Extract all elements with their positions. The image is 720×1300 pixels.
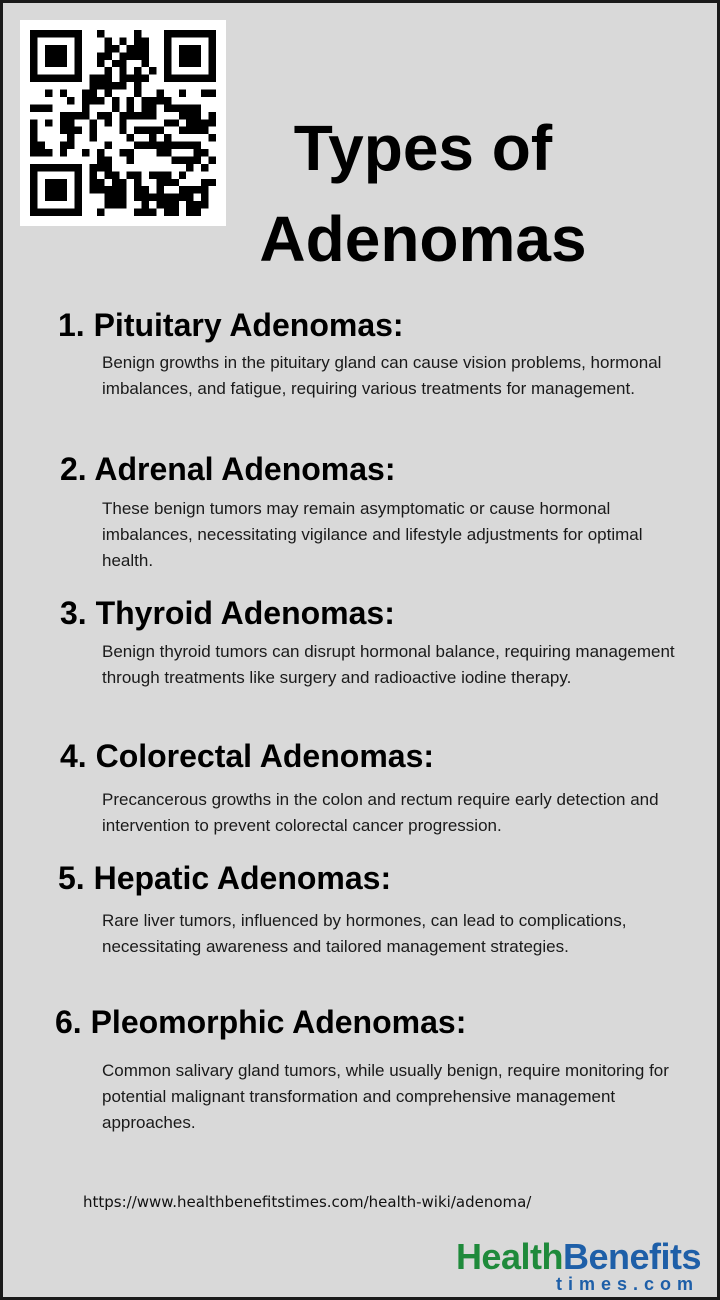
item-heading-colorectal: 4. Colorectal Adenomas: bbox=[60, 738, 435, 774]
item-description-hepatic: Rare liver tumors, influenced by hormones, can lead to complications, necessitating awareness and tailored management strategies. bbox=[102, 911, 627, 956]
item-heading-pituitary: 1. Pituitary Adenomas: bbox=[58, 307, 404, 343]
item-description-pleomorphic: Common salivary gland tumors, while usually benign, require monitoring for potential malignant transformation and comprehensive management approaches. bbox=[102, 1061, 669, 1132]
item-description-colorectal: Precancerous growths in the colon and rectum require early detection and intervention to prevent colorectal cancer progression. bbox=[102, 790, 659, 835]
item-description-adrenal: These benign tumors may remain asymptomatic or cause hormonal imbalances, necessitating vigilance and lifestyle adjustments for optimal health. bbox=[102, 499, 643, 570]
qr-code bbox=[20, 20, 226, 226]
health-benefits-times-logo bbox=[411, 1237, 701, 1297]
logo-health-text: Health bbox=[455, 1236, 563, 1277]
page-title: Types of Adenomas bbox=[259, 112, 587, 275]
logo-domain-text: times.com bbox=[555, 1274, 699, 1294]
item-description-thyroid: Benign thyroid tumors can disrupt hormonal balance, requiring management through treatments like surgery and radioactive iodine therapy. bbox=[102, 642, 675, 687]
source-url[interactable]: https://www.healthbenefitstimes.com/health-wiki/adenoma/ bbox=[83, 1193, 532, 1211]
item-heading-hepatic: 5. Hepatic Adenomas: bbox=[58, 860, 392, 896]
item-heading-pleomorphic: 6. Pleomorphic Adenomas: bbox=[55, 1004, 467, 1040]
item-heading-adrenal: 2. Adrenal Adenomas: bbox=[60, 451, 396, 487]
logo-wordmark bbox=[456, 1237, 701, 1277]
item-description-pituitary: Benign growths in the pituitary gland can cause vision problems, hormonal imbalances, and fatigue, requiring various treatments for management. bbox=[102, 353, 662, 398]
logo-benefits-text: Benefits bbox=[562, 1236, 701, 1277]
item-heading-thyroid: 3. Thyroid Adenomas: bbox=[60, 595, 395, 631]
qr-code-image bbox=[30, 30, 216, 216]
